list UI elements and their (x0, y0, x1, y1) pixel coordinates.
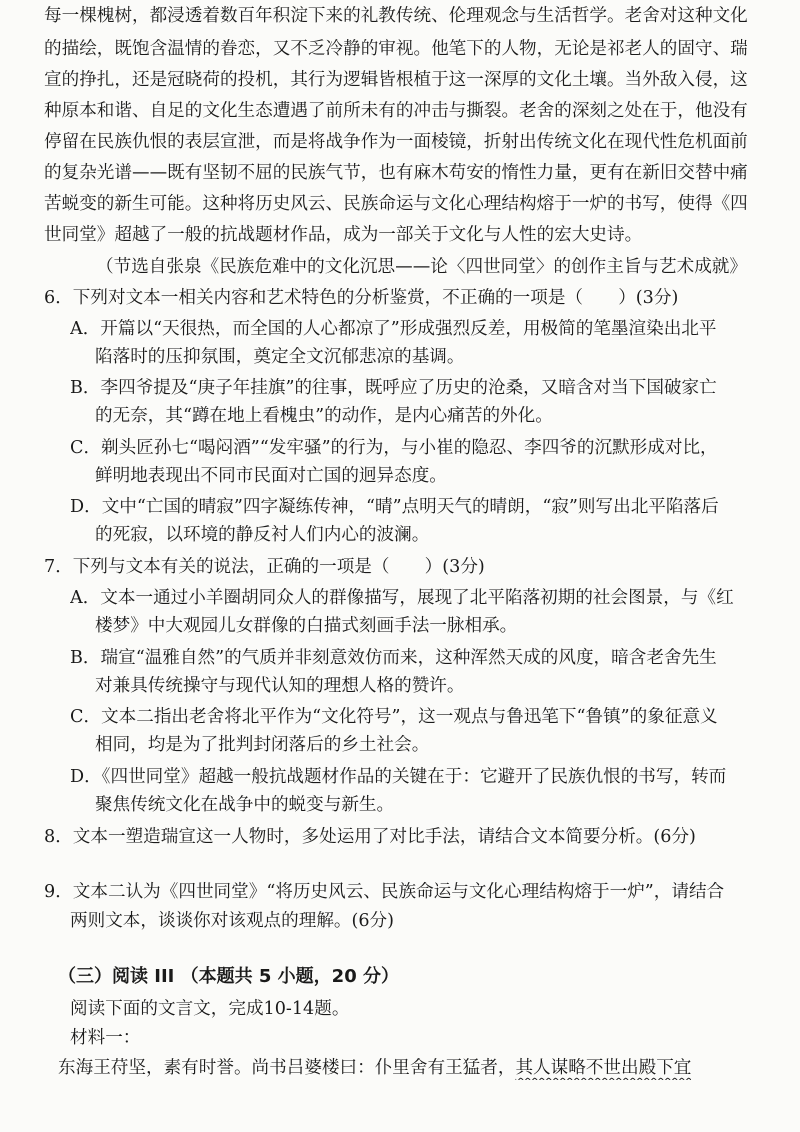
question-stem: 8．文本一塑造瑞宣这一人物时，多处运用了对比手法，请结合文本简要分析。(6分) (44, 827, 696, 847)
option-line: 楼梦》中大观园儿女群像的白描式刻画手法一脉相承。 (95, 616, 518, 636)
material-label: 材料一： (70, 1028, 141, 1048)
section-heading: （三）阅读 III （本题共 5 小题，20 分） (58, 966, 399, 987)
option-line: B．李四爷提及“庚子年挂旗”的往事，既呼应了历史的沧桑，又暗含对当下国破家亡 (70, 378, 717, 398)
option-line: C．剃头匠孙七“喝闷酒”“发牢骚”的行为，与小崔的隐忍、李四爷的沉默形成对比， (70, 438, 718, 458)
question-stem: 9．文本二认为《四世同堂》“将历史风云、民族命运与文化心理结构熔于一炉”，请结合 (44, 882, 725, 902)
question-stem: 7．下列与文本有关的说法，正确的一项是（ ）(3分) (44, 557, 485, 577)
classical-text: 东海王苻坚，素有时誉。尚书吕婆楼曰：仆里舍有王猛者， (58, 1058, 516, 1078)
wavy-underlined-text: 其人谋略不世出殿下宜 (515, 1058, 692, 1078)
option-line: A．文本一通过小羊圈胡同众人的群像描写，展现了北平陷落初期的社会图景，与《红 (70, 588, 734, 608)
passage-line: 的描绘，既饱含温情的眷恋，又不乏冷静的审视。他笔下的人物，无论是祁老人的固守、瑞 (44, 39, 748, 59)
passage-line: 每一棵槐树，都浸透着数百年积淀下来的礼教传统、伦理观念与生活哲学。老舍对这种文化 (44, 6, 748, 26)
passage-line: 停留在民族仇恨的表层宣泄，而是将战争作为一面棱镜，折射出传统文化在现代性危机面前 (44, 132, 748, 152)
option-line: 对兼具传统操守与现代认知的理想人格的赞许。 (95, 676, 465, 696)
passage-line: 苦蜕变的新生可能。这种将历史风云、民族命运与文化心理结构熔于一炉的书写，使得《四 (44, 194, 748, 214)
section-instruction: 阅读下面的文言文，完成10-14题。 (70, 999, 350, 1019)
option-line: 鲜明地表现出不同市民面对亡国的迥异态度。 (95, 466, 447, 486)
question-stem: 6．下列对文本一相关内容和艺术特色的分析鉴赏，不正确的一项是（ ）(3分) (44, 288, 679, 308)
classical-line (58, 1056, 691, 1080)
passage-line: 世同堂》超越了一般的抗战题材作品，成为一部关于文化与人性的宏大史诗。 (44, 225, 643, 245)
option-line: B．瑞宣“温雅自然”的气质并非刻意效仿而来，这种浑然天成的风度，暗含老舍先生 (70, 648, 717, 668)
passage-line: 宣的挣扎，还是冠晓荷的投机，其行为逻辑皆根植于这一深厚的文化土壤。当外敌入侵，这 (44, 70, 748, 90)
option-line: 的死寂，以环境的静反衬人们内心的波澜。 (95, 525, 430, 545)
option-line: D．文中“亡国的晴寂”四字凝练传神，“晴”点明天气的晴朗，“寂”则写出北平陷落后 (70, 497, 719, 517)
question-stem: 两则文本，谈谈你对该观点的理解。(6分) (70, 911, 395, 931)
option-line: D．《四世同堂》超越一般抗战题材作品的关键在于：它避开了民族仇恨的书写，转而 (70, 767, 727, 787)
option-line: C．文本二指出老舍将北平作为“文化符号”，这一观点与鲁迅笔下“鲁镇”的象征意义 (70, 707, 718, 727)
option-line: 相同，均是为了批判封闭落后的乡土社会。 (95, 735, 430, 755)
source-note: （节选自张泉《民族危难中的文化沉思——论〈四世同堂〉的创作主旨与艺术成就》 (96, 257, 747, 277)
passage-line: 种原本和谐、自足的文化生态遭遇了前所未有的冲击与撕裂。老舍的深刻之处在于，他没有 (44, 101, 748, 121)
option-line: 聚焦传统文化在战争中的蜕变与新生。 (95, 795, 395, 815)
option-line: 陷落时的压抑氛围，奠定全文沉郁悲凉的基调。 (95, 347, 465, 367)
passage-line: 的复杂光谱——既有坚韧不屈的民族气节，也有麻木苟安的惰性力量，更有在新旧交替中痛 (44, 163, 748, 183)
option-line: 的无奈，其“蹲在地上看槐虫”的动作，是内心痛苦的外化。 (95, 406, 553, 426)
option-line: A．开篇以“天很热，而全国的人心都凉了”形成强烈反差，用极简的笔墨渲染出北平 (70, 319, 717, 339)
